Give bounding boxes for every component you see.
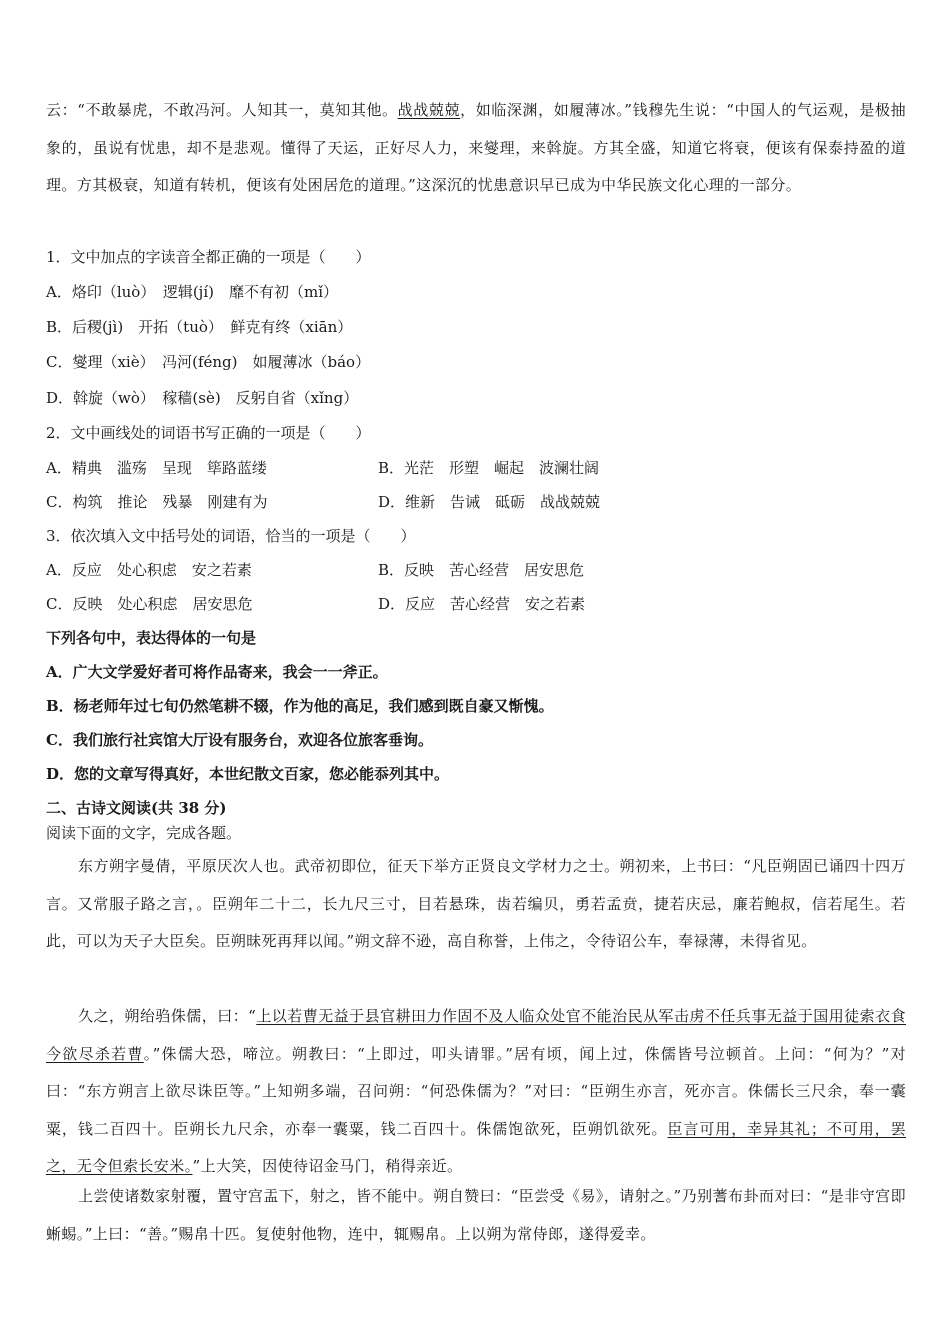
q1-option-b: B．后稷(jì) 开拓（tuò） 鲜克有终（xiān） (46, 318, 353, 336)
q4-option-a: A．广大文学爱好者可将作品寄来，我会一一斧正。 (46, 663, 388, 681)
p2-text-a: 久之，朔绐驺侏儒，曰：“ (78, 1007, 257, 1025)
p2-underlined-sentence: 上以若曹无益于县官耕田力作固不及人临众处官不能治民从军击虏不任兵事无益于国用徒索衣食今欲尽杀若曹 (46, 1007, 906, 1063)
q3-option-a: A．反应 处心积虑 安之若素 (46, 561, 252, 579)
q1-option-c: C．燮理（xiè） 冯河(féng) 如履薄冰（báo） (46, 353, 371, 371)
q3-row-2 (46, 594, 906, 614)
q4-option-c: C．我们旅行社宾馆大厅设有服务台，欢迎各位旅客垂询。 (46, 731, 433, 749)
q3-option-d: D．反应 苦心经营 安之若素 (378, 595, 586, 613)
p2-underlined-sentence-2: 臣言可用，幸异其礼；不可用，罢之，无令但索长安米。 (46, 1119, 906, 1175)
intro-text-2: ，如临深渊，如履薄冰。”钱穆先生说：“中国人的气运观，是极抽象的，虽说有忧患，却不是悲观。懂得了天运，正好尽人力，来燮理，来斡旋。方其全盛，知道它将衰，便该有保泰持盈的道理。方其极衰，知道有转机，便该有处困居危的道理。”这深沉的忧患意识早已成为中华民族文化心理的一部分。 (46, 101, 906, 194)
q2-stem: 2．文中画线处的词语书写正确的一项是（ ） (46, 424, 371, 442)
intro-paragraph (46, 92, 906, 205)
section-2-instruction: 阅读下面的文字，完成各题。 (46, 824, 242, 842)
q2-row-2 (46, 492, 906, 512)
q3-stem: 3．依次填入文中括号处的词语，恰当的一项是（ ） (46, 527, 416, 545)
q4-stem: 下列各句中，表达得体的一句是 (46, 629, 257, 647)
q1-option-d: D．斡旋（wò） 稼穑(sè) 反躬自省（xǐng） (46, 389, 359, 407)
q3-option-b: B．反映 苦心经营 居安思危 (378, 561, 585, 579)
q2-option-b: B．光茫 形塑 崛起 波澜壮阔 (378, 459, 600, 477)
q2-option-a: A．精典 滥殇 呈现 筚路蓝缕 (46, 459, 267, 477)
intro-text-1: 云：“不敢暴虎，不敢冯河。人知其一，莫知其他。 (46, 101, 398, 119)
classical-paragraph-1: 东方朔字曼倩，平原厌次人也。武帝初即位，征天下举方正贤良文学材力之士。朔初来，上书曰：“凡臣朔固已诵四十四万言。又常服子路之言，。臣朔年二十二，长九尺三寸，目若悬珠，齿若编贝，勇若孟贲，捷若庆忌，廉若鲍叔，信若尾生。若此，可以为天子大臣矣。臣朔昧死再拜以闻。”朔文辞不逊，高自称誉，上伟之，令待诏公车，奉禄薄，未得省见。 (46, 857, 906, 950)
classical-paragraph-2 (46, 998, 906, 1186)
section-2-heading: 二、古诗文阅读(共 38 分) (46, 799, 227, 817)
intro-underlined-word: 战战兢兢 (397, 101, 461, 119)
q4-option-b: B．杨老师年过七旬仍然笔耕不辍，作为他的高足，我们感到既自豪又惭愧。 (46, 697, 554, 715)
q1-option-a: A．烙印（luò） 逻辑(jí) 靡不有初（mǐ） (46, 283, 338, 301)
p2-text-c: ”上大笑，因使待诏金马门，稍得亲近。 (192, 1157, 463, 1175)
q3-option-c: C．反映 处心积虑 居安思危 (46, 595, 253, 613)
q2-option-c: C．构筑 推论 残暴 刚建有为 (46, 493, 268, 511)
q1-stem: 1．文中加点的字读音全都正确的一项是（ ） (46, 248, 371, 266)
p2-text-b: 。”侏儒大恐，啼泣。朔教曰：“上即过，叩头请罪。”居有顷，闻上过，侏儒皆号泣顿首。上问：“何为？”对曰：“东方朔言上欲尽诛臣等。”上知朔多端，召问朔：“何恐侏儒为？”对曰：“臣朔生亦言，死亦言。侏儒长三尺余，奉一囊粟，钱二百四十。臣朔长九尺余，亦奉一囊粟，钱二百四十。侏儒饱欲死，臣朔饥欲死。 (46, 1044, 906, 1138)
classical-paragraph-3: 上尝使诸数家射覆，置守宫盂下，射之，皆不能中。朔自赞曰：“臣尝受《易》，请射之。”乃别蓍布卦而对曰：“是非守宫即蜥蜴。”上曰：“善。”赐帛十匹。复使射他物，连中，辄赐帛。上以朔为常侍郎，遂得爱幸。 (46, 1187, 906, 1243)
q3-row-1 (46, 560, 906, 580)
q2-row-1 (46, 458, 906, 478)
q4-option-d: D．您的文章写得真好，本世纪散文百家，您必能忝列其中。 (46, 765, 450, 783)
q2-option-d: D．维新 告诫 砥砺 战战兢兢 (378, 493, 601, 511)
